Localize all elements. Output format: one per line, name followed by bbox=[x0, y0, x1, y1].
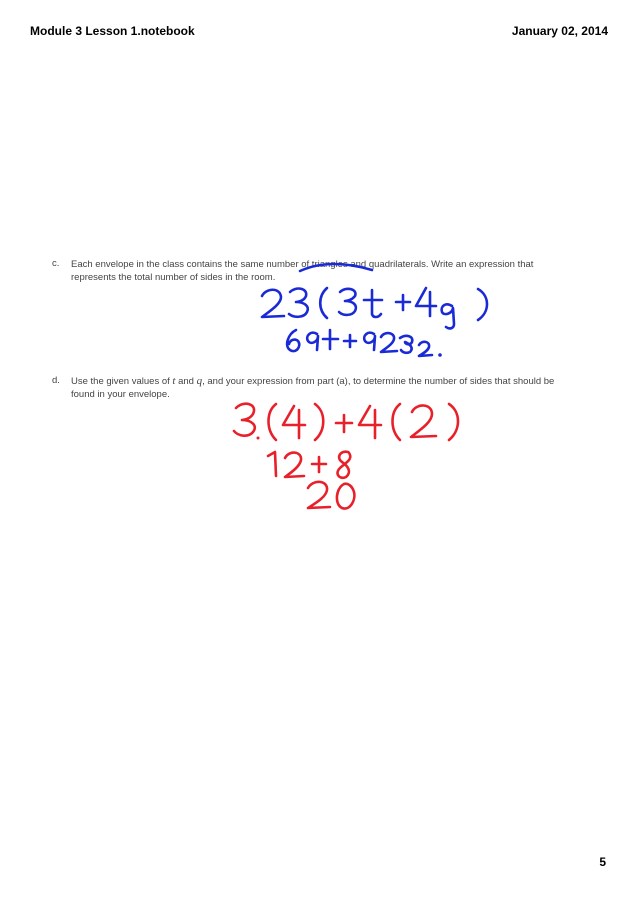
question-d-line-1-c: , and your expression from part (a), to determine the number of sides that should be bbox=[202, 376, 555, 387]
page-number: 5 bbox=[599, 855, 606, 869]
variable-t: t bbox=[172, 375, 176, 387]
question-d-line-1 bbox=[71, 375, 571, 388]
notebook-title: Module 3 Lesson 1.notebook bbox=[30, 24, 195, 38]
question-c-text bbox=[71, 258, 571, 284]
blue-line-1 bbox=[262, 288, 487, 328]
question-d-line-1-a: Use the given values of bbox=[71, 376, 173, 387]
red-line-2 bbox=[268, 452, 350, 478]
red-line-1 bbox=[234, 404, 458, 440]
question-c-line-1: Each envelope in the class contains the same number of triangles and quadrilaterals. Write an expression that bbox=[71, 259, 534, 270]
question-d-line-1-b: and bbox=[175, 376, 197, 387]
question-d-text bbox=[71, 375, 571, 401]
variable-q: q bbox=[196, 375, 203, 387]
question-d-line-2: found in your envelope. bbox=[71, 389, 170, 400]
question-c-line-2: represents the total number of sides in the room. bbox=[71, 272, 276, 283]
question-d-label: d. bbox=[52, 375, 60, 386]
red-line-3 bbox=[308, 482, 354, 509]
red-handwriting bbox=[234, 404, 458, 509]
question-c-label: c. bbox=[52, 258, 60, 269]
blue-line-2 bbox=[287, 330, 442, 357]
page-date: January 02, 2014 bbox=[511, 24, 608, 38]
